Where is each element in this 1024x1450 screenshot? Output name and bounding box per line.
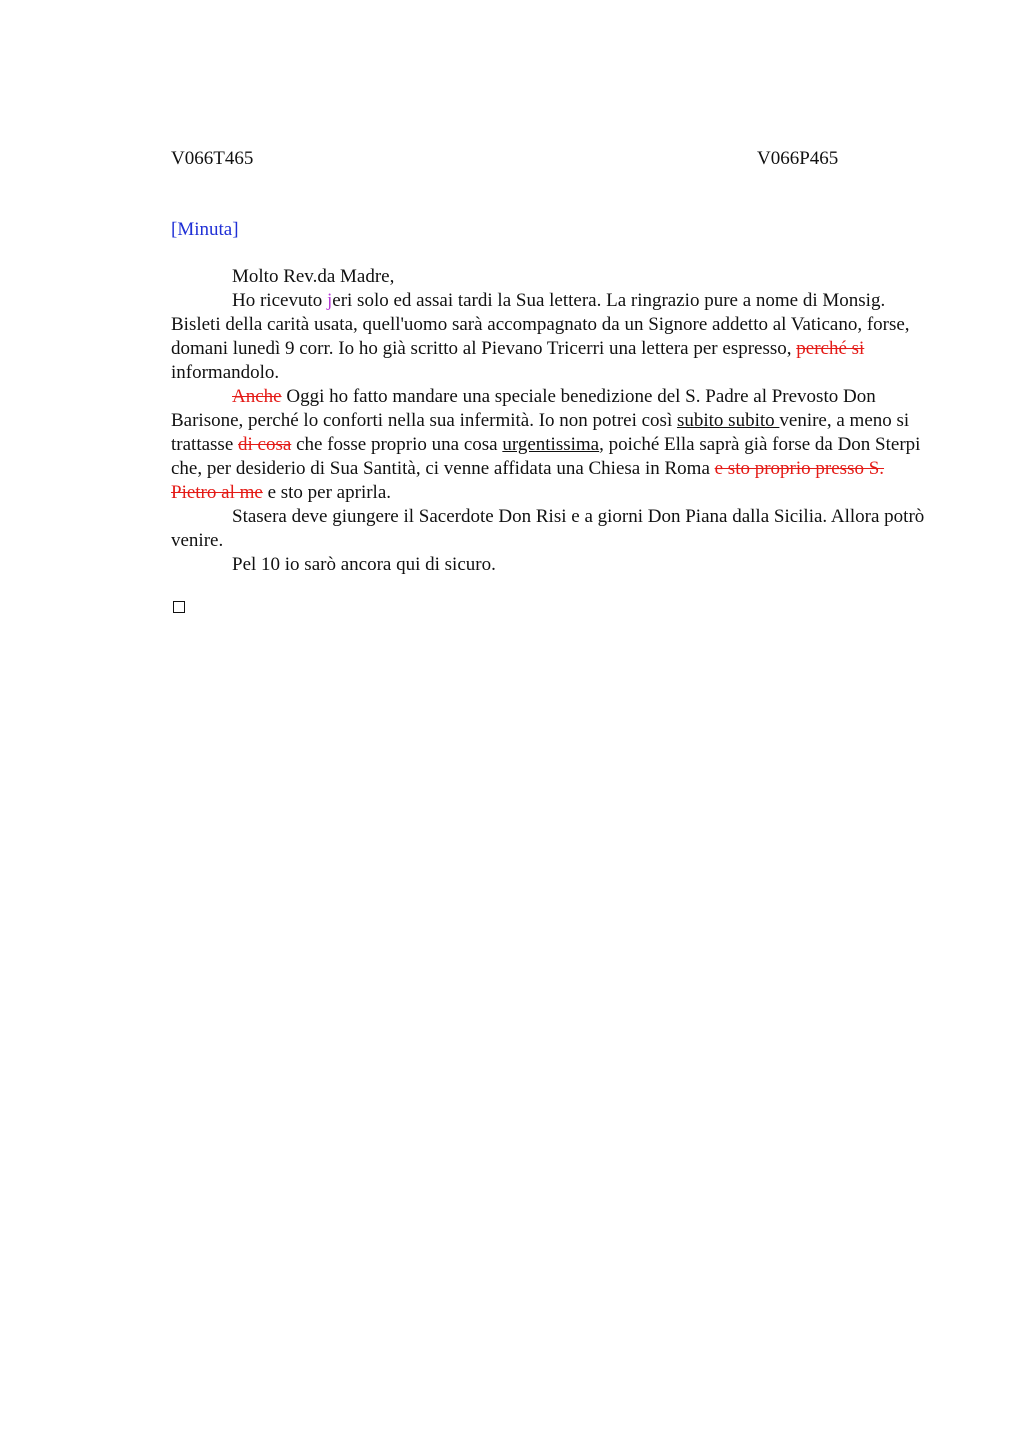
- salutation: Molto Rev.da Madre,: [232, 266, 395, 287]
- deletion-di-cosa: di cosa: [238, 434, 292, 455]
- p1-text-a: Ho ricevuto: [232, 290, 327, 311]
- deletion-anche: Anche: [232, 386, 282, 407]
- paragraph-4: Pel 10 io sarò ancora qui di sicuro.: [232, 554, 496, 575]
- letter-body: [171, 265, 931, 577]
- document-code-left: V066T465: [171, 148, 254, 169]
- p2-text-e: e sto per aprirla.: [262, 482, 392, 503]
- p2-text-a: Oggi ho fatto mandare una speciale benedizione del S. Padre al Prevosto Don Barisone, perché lo conforti nella sua infermità. Io non potrei così: [171, 386, 876, 431]
- deletion-perche-si: perché si: [796, 338, 865, 359]
- deletion-sto-proprio: e sto proprio presso S. Pietro al me: [171, 458, 885, 503]
- underlined-subito-subito: subito subito: [676, 410, 780, 431]
- minuta-label: [Minuta]: [171, 219, 239, 240]
- document-code-right: V066P465: [757, 148, 839, 169]
- paragraph-2: [171, 385, 931, 505]
- p1-text-b: eri solo ed assai tardi la Sua lettera. La ringrazio pure a nome di Monsig. Bisleti della carità usata, quell'uomo sarà accompagnato da un Signore addetto al Vaticano, forse, domani lunedì 9 corr. Io ho già scritto al Pievano Tricerri una lettera per espresso,: [171, 290, 910, 359]
- p1-text-c: informandolo.: [171, 362, 280, 383]
- p2-text-d: , poiché Ella saprà già forse da Don Sterpi che, per desiderio di Sua Santità, ci venne affidata una Chiesa in Roma: [171, 434, 921, 479]
- p2-text-c: che fosse proprio una cosa: [291, 434, 503, 455]
- underlined-urgentissima: urgentissima: [502, 434, 600, 455]
- insertion-j: j: [326, 290, 333, 311]
- paragraph-3: Stasera deve giungere il Sacerdote Don Risi e a giorni Don Piana dalla Sicilia. Allora potrò venire.: [171, 506, 925, 551]
- paragraph-1: [171, 289, 931, 385]
- p2-text-b: venire, a meno si trattasse: [171, 410, 910, 455]
- checkbox-square: [173, 601, 185, 613]
